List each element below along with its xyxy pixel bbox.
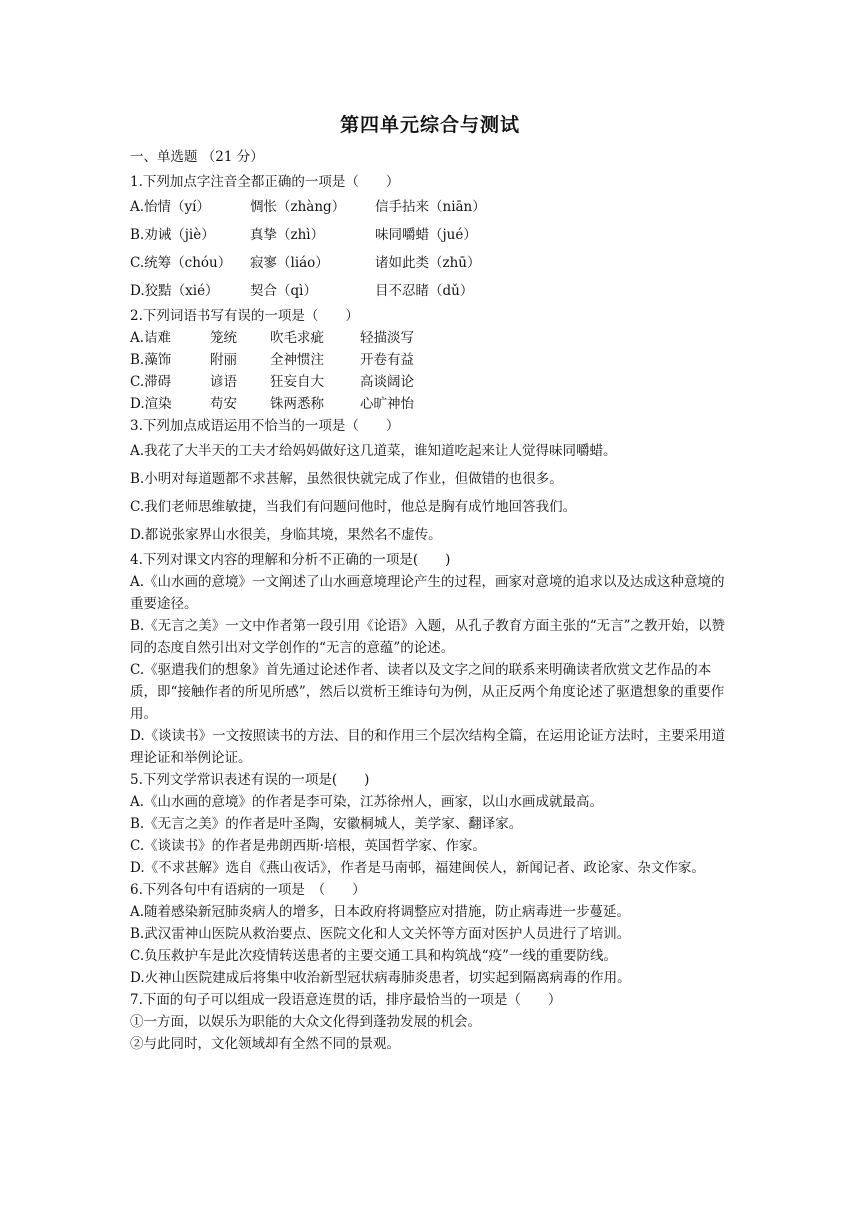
option-word: 信手拈来（niān） — [375, 199, 486, 215]
option-word: 附丽 — [210, 352, 237, 368]
question-stem: 2.下列词语书写有误的一项是（ ） — [130, 308, 359, 324]
option-row — [130, 327, 730, 349]
option-d: D.《谈读书》一文按照读书的方法、目的和作用三个层次结构全篇，在运用论证方法时，主要采用道理论证和举例论证。 — [130, 728, 726, 766]
question-stem: 6.下列各句中有语病的一项是 （ ） — [130, 882, 366, 898]
question-stem: 5.下列文学常识表述有误的一项是( ) — [130, 772, 370, 788]
option-word: C.统筹（chóu） — [130, 255, 232, 271]
option-word: 狂妄自大 — [270, 374, 324, 390]
option-row — [130, 349, 730, 371]
option-word: D.狡黠（xié） — [130, 283, 219, 299]
option-word: 目不忍睹（dǔ） — [375, 283, 474, 299]
question-7 — [130, 989, 730, 1055]
option-word: A.诘难 — [130, 330, 172, 346]
option-word: D.渲染 — [130, 396, 172, 412]
question-stem: 3.下列加点成语运用不恰当的一项是（ ） — [130, 418, 400, 434]
option-word: 吹毛求疵 — [270, 330, 324, 346]
question-5 — [130, 769, 730, 879]
option-c: C.《驱遣我们的想象》首先通过论述作者、读者以及文字之间的联系来明确读者欣赏文艺作品的本质，即“接触作者的所见所感”，然后以赏析王维诗句为例，从正反两个角度论述了驱遣想象的重要作用。 — [130, 662, 725, 722]
option-row — [130, 277, 730, 305]
sentence-2: ②与此同时，文化领域却有全然不同的景观。 — [130, 1036, 400, 1052]
option-word: 寂寥（liáo） — [250, 255, 329, 271]
option-a: A.我花了大半天的工夫才给妈妈做好这几道菜，谁知道吃起来让人觉得味同嚼蜡。 — [130, 443, 617, 459]
option-c: C.《谈读书》的作者是弗朗西斯·培根，英国哲学家、作家。 — [130, 838, 486, 854]
option-word: 真挚（zhì） — [250, 227, 325, 243]
option-word: 苟安 — [210, 396, 237, 412]
option-a: A.《山水画的意境》一文阐述了山水画意境理论产生的过程，画家对意境的追求以及达成这种意境的重要途径。 — [130, 574, 725, 612]
option-d: D.都说张家界山水很美，身临其境，果然名不虚传。 — [130, 527, 442, 543]
option-d: D.火神山医院建成后将集中收治新型冠状病毒肺炎患者，切实起到隔离病毒的作用。 — [130, 970, 631, 986]
option-b: B.小明对每道题都不求甚解，虽然很快就完成了作业，但做错的也很多。 — [130, 471, 563, 487]
option-word: 全神惯注 — [270, 352, 324, 368]
option-row — [130, 393, 730, 415]
page-title: 第四单元综合与测试 — [339, 114, 520, 136]
option-a: A.随着感染新冠肺炎病人的增多，日本政府将调整应对措施，防止病毒进一步蔓延。 — [130, 904, 631, 920]
question-4 — [130, 549, 730, 769]
section-heading: 一、单选题 （21 分） — [130, 149, 264, 165]
option-a: A.《山水画的意境》的作者是李可染，江苏徐州人，画家，以山水画成就最高。 — [130, 794, 604, 810]
option-word: 笼统 — [210, 330, 237, 346]
option-c: C.负压救护车是此次疫情转送患者的主要交通工具和构筑战“疫”一线的重要防线。 — [130, 948, 617, 964]
option-word: A.怡情（yí） — [130, 199, 210, 215]
option-b: B.《无言之美》一文中作者第一段引用《论语》入题，从孔子教育方面主张的“无言”之教开始，以赞同的态度自然引出对文学创作的“无言的意蕴”的论述。 — [130, 618, 726, 656]
option-word: 谚语 — [210, 374, 237, 390]
question-2 — [130, 305, 730, 415]
option-row — [130, 249, 730, 277]
option-word: 惆怅（zhàng） — [250, 199, 346, 215]
question-1 — [130, 171, 730, 305]
option-word: 开卷有益 — [360, 352, 414, 368]
option-b: B.《无言之美》的作者是叶圣陶，安徽桐城人，美学家、翻译家。 — [130, 816, 523, 832]
option-word: 轻描淡写 — [360, 330, 414, 346]
question-6 — [130, 879, 730, 989]
question-3 — [130, 415, 730, 549]
option-row — [130, 371, 730, 393]
question-stem: 4.下列对课文内容的理解和分析不正确的一项是( ) — [130, 552, 451, 568]
option-word: 契合（qì） — [250, 283, 317, 299]
option-word: C.滞碍 — [130, 374, 172, 390]
option-d: D.《不求甚解》选自《燕山夜话》，作者是马南邨，福建闽侯人，新闻记者、政论家、杂文作家。 — [130, 860, 705, 876]
exam-page — [130, 110, 730, 1055]
option-c: C.我们老师思维敏捷，当我们有问题问他时，他总是胸有成竹地回答我们。 — [130, 499, 577, 515]
option-word: 味同嚼蜡（jué） — [375, 227, 477, 243]
option-row — [130, 221, 730, 249]
option-word: B.藻饰 — [130, 352, 172, 368]
option-word: 铢两悉称 — [270, 396, 324, 412]
option-word: 心旷神怡 — [360, 396, 414, 412]
sentence-1: ①一方面，以娱乐为职能的大众文化得到蓬勃发展的机会。 — [130, 1014, 481, 1030]
option-word: 诸如此类（zhū） — [375, 255, 481, 271]
question-stem: 7.下面的句子可以组成一段语意连贯的话，排序最恰当的一项是（ ） — [130, 992, 562, 1008]
question-stem: 1.下列加点字注音全都正确的一项是（ ） — [130, 174, 400, 190]
option-word: B.劝诫（jiè） — [130, 227, 215, 243]
option-row — [130, 193, 730, 221]
option-b: B.武汉雷神山医院从救治要点、医院文化和人文关怀等方面对医护人员进行了培训。 — [130, 926, 631, 942]
option-word: 高谈阔论 — [360, 374, 414, 390]
